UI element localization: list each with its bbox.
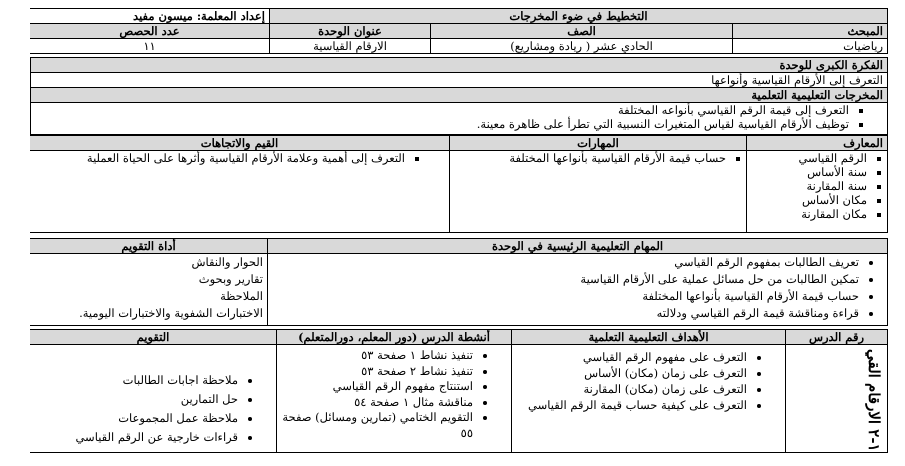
list-item: ▪ الرقم القياسي xyxy=(751,151,867,165)
evaluation-label: التقويم xyxy=(30,330,277,345)
tool-item: تقارير وبحوث xyxy=(198,272,263,286)
list-item: ▪ توظيف الأرقام القياسية لقياس المتغيرات النسبية التي تطرأ على ظاهرة معينة. xyxy=(35,117,849,131)
skills-label: المهارات xyxy=(450,136,747,151)
tool-item: الملاحظة xyxy=(220,289,263,303)
list-item: • مناقشة مثال ١ صفحة ٥٤ xyxy=(281,395,473,411)
list-item: • التعرف على مفهوم الرقم القياسي xyxy=(516,349,747,365)
teacher-name: إعداد المعلمة: ميسون مفيد xyxy=(30,9,270,24)
objectives-label: الأهداف التعليمية التعلمية xyxy=(512,330,786,345)
list-item: ▪ التعرف إلى أهمية وعلامة الأرقام القياسية وأثرها على الحياة العملية xyxy=(34,151,405,165)
list-item: • التقويم الختامي (تمارين ومسائل) صفحة ٥٥ xyxy=(281,410,473,441)
list-item: ▪ التعرف إلى قيمة الرقم القياسي بأنواعه المختلفة xyxy=(35,103,849,117)
activities-list xyxy=(277,345,512,453)
lesson-table xyxy=(30,329,888,453)
subject-label: المبحث xyxy=(733,24,888,39)
knowledge-label: المعارف xyxy=(747,136,888,151)
lesson-plan-page xyxy=(30,8,888,466)
sessions-value: ١١ xyxy=(30,39,270,54)
grade-value: الحادي عشر ( ريادة ومشاريع) xyxy=(431,39,733,54)
big-idea-label: الفكرة الكبرى للوحدة xyxy=(31,58,888,73)
list-item: ▪ سنة الأساس xyxy=(751,165,867,179)
lesson-number-label: رقم الدرس xyxy=(786,330,888,345)
list-item: • تعريف الطالبات بمفهوم الرقم القياسي xyxy=(272,254,859,271)
tool-item: الحوار والنقاش xyxy=(191,255,263,269)
list-item: • التعرف على زمان (مكان) المقارنة xyxy=(516,381,747,397)
list-item: • ملاحظة عمل المجموعات xyxy=(34,409,238,428)
outcomes-list xyxy=(31,103,888,135)
sessions-label: عدد الحصص xyxy=(30,24,270,39)
list-item: ▪ مكان المقارنة xyxy=(751,207,867,221)
activities-label: أنشطة الدرس (دور المعلم، دورالمتعلم) xyxy=(277,330,512,345)
list-item: • تنفيذ نشاط ١ صفحة ٥٣ xyxy=(281,348,473,364)
lesson-number: ١-٢ الارقام القي xyxy=(865,349,883,452)
evaluation-list xyxy=(30,345,277,453)
skills-list xyxy=(450,151,747,233)
list-item: • تمكين الطالبات من حل مسائل عملية على الأرقام القياسية xyxy=(272,271,859,288)
list-item: ▪ سنة المقارنة xyxy=(751,179,867,193)
list-item: ▪ حساب قيمة الأرقام القياسية بأنواعها المختلفة xyxy=(454,151,726,165)
unit-title-value: الارقام القياسية xyxy=(270,39,431,54)
plan-title: التخطيط في ضوء المخرجات xyxy=(270,9,888,24)
list-item: • ملاحظة اجابات الطالبات xyxy=(34,371,238,390)
list-item: • التعرف على كيفية حساب قيمة الرقم القياسي xyxy=(516,397,747,413)
lesson-number-cell xyxy=(786,345,888,453)
tasks-label: المهام التعليمية الرئيسية في الوحدة xyxy=(268,239,888,254)
list-item: • استنتاج مفهوم الرقم القياسي xyxy=(281,379,473,395)
unit-title-label: عنوان الوحدة xyxy=(270,24,431,39)
header-table xyxy=(30,8,888,54)
big-idea-text: التعرف إلى الأرقام القياسية وأنواعها xyxy=(31,73,888,88)
tasks-table xyxy=(30,238,888,326)
values-label: القيم والاتجاهات xyxy=(30,136,450,151)
tools-list xyxy=(30,254,268,326)
subject-value: رياضيات xyxy=(733,39,888,54)
kav-table xyxy=(30,135,888,233)
tools-label: أداة التقويم xyxy=(30,239,268,254)
list-item: • التعرف على زمان (مكان) الأساس xyxy=(516,365,747,381)
tool-item: الاختبارات الشفوية والاختبارات اليومية. xyxy=(79,306,263,320)
tasks-list xyxy=(268,254,888,326)
values-list xyxy=(30,151,450,233)
list-item: • حساب قيمة الأرقام القياسية بأنواعها المختلفة xyxy=(272,288,859,305)
list-item: • تنفيذ نشاط ٢ صفحة ٥٣ xyxy=(281,364,473,380)
grade-label: الصف xyxy=(431,24,733,39)
outcomes-label: المخرجات التعليمية التعلمية xyxy=(31,88,888,103)
objectives-list xyxy=(512,345,786,453)
list-item: • حل التمارين xyxy=(34,390,238,409)
list-item: • قراءة ومناقشة قيمة الرقم القياسي ودلالته xyxy=(272,305,859,322)
big-idea-table xyxy=(30,57,888,135)
list-item: • قراءات خارجية عن الرقم القياسي xyxy=(34,428,238,447)
list-item: ▪ مكان الأساس xyxy=(751,193,867,207)
knowledge-list xyxy=(747,151,888,233)
